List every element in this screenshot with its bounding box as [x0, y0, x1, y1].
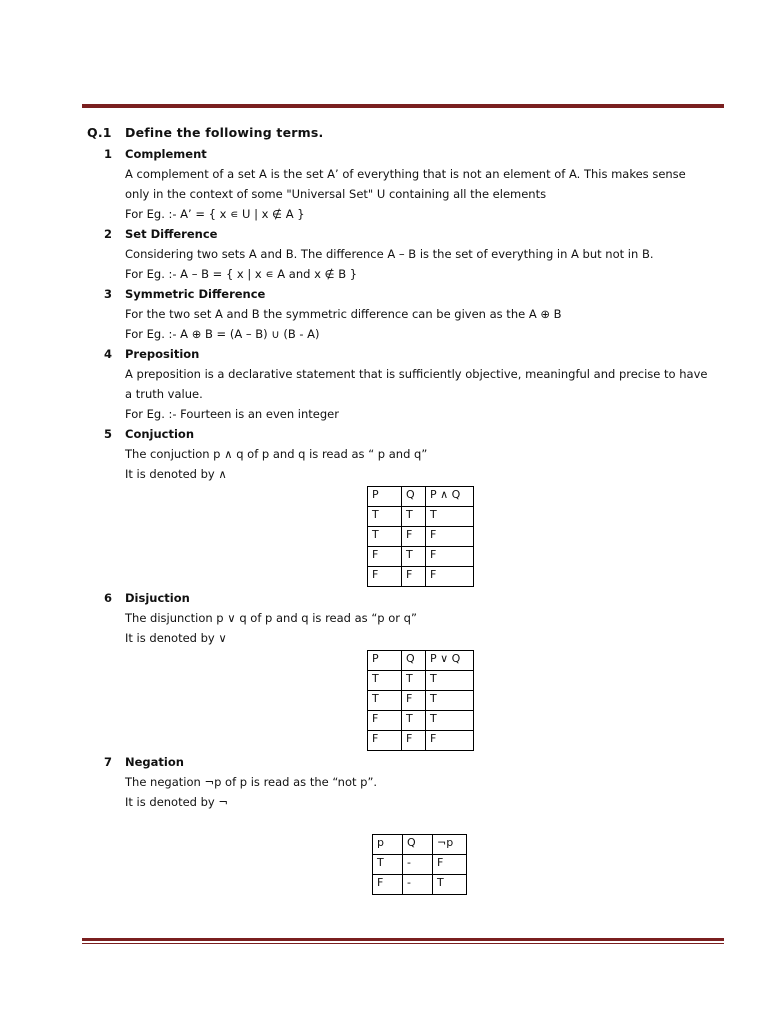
table-cell: T	[402, 507, 426, 527]
section-number: 7	[103, 755, 112, 769]
section-number: 6	[103, 591, 112, 605]
table-header-cell: p	[373, 835, 403, 855]
negation-truth-table	[372, 834, 467, 895]
table-cell: T	[426, 691, 474, 711]
table-cell: F	[426, 547, 474, 567]
table-cell: T	[402, 671, 426, 691]
table-cell: F	[402, 691, 426, 711]
body-text: For the two set A and B the symmetric difference can be given as the A ⊕ B	[125, 307, 562, 321]
section-number: 2	[103, 227, 112, 241]
table-row	[368, 651, 474, 671]
table-header-cell: Q	[403, 835, 433, 855]
table-row	[368, 547, 474, 567]
section-title: Preposition	[125, 347, 200, 361]
table-row	[368, 507, 474, 527]
table-cell: T	[373, 855, 403, 875]
table-cell: T	[368, 527, 402, 547]
body-text: It is denoted by ∧	[125, 467, 227, 481]
footer-rule-thin	[82, 943, 724, 944]
table-cell: T	[426, 671, 474, 691]
body-text: The conjuction p ∧ q of p and q is read as “ p and q”	[125, 447, 428, 461]
table-cell: F	[373, 875, 403, 895]
table-cell: T	[433, 875, 467, 895]
table-cell: F	[426, 731, 474, 751]
question-title: Define the following terms.	[125, 125, 324, 140]
section-number: 5	[103, 427, 112, 441]
table-header-cell: P	[368, 487, 402, 507]
section-title: Symmetric Difference	[125, 287, 266, 301]
table-cell: T	[368, 691, 402, 711]
table-row	[373, 875, 467, 895]
disjunction-truth-table	[367, 650, 474, 751]
table-header-cell: P ∧ Q	[426, 487, 474, 507]
table-cell: T	[402, 711, 426, 731]
table-row	[368, 671, 474, 691]
body-text: The disjunction p ∨ q of p and q is read as “p or q”	[125, 611, 417, 625]
table-cell: F	[433, 855, 467, 875]
table-cell: F	[368, 547, 402, 567]
example-text: For Eg. :- A – B = { x | x ∊ A and x ∉ B }	[125, 267, 358, 281]
table-cell: -	[403, 855, 433, 875]
table-row	[373, 855, 467, 875]
conjunction-truth-table	[367, 486, 474, 587]
section-number: 3	[103, 287, 112, 301]
table-header-cell: P	[368, 651, 402, 671]
body-text: only in the context of some "Universal Set" U containing all the elements	[125, 187, 547, 201]
table-row	[368, 567, 474, 587]
table-row	[368, 527, 474, 547]
table-cell: F	[402, 567, 426, 587]
section-title: Negation	[125, 755, 184, 769]
table-cell: T	[426, 711, 474, 731]
table-cell: F	[426, 567, 474, 587]
table-header-cell: Q	[402, 651, 426, 671]
header-rule	[82, 104, 724, 108]
body-text: It is denoted by ∨	[125, 631, 227, 645]
section-number: 1	[103, 147, 112, 161]
table-cell: -	[403, 875, 433, 895]
table-header-cell: P ∨ Q	[426, 651, 474, 671]
table-cell: T	[402, 547, 426, 567]
table-cell: F	[402, 731, 426, 751]
section-title: Disjuction	[125, 591, 190, 605]
body-text: a truth value.	[125, 387, 203, 401]
table-row	[368, 691, 474, 711]
table-cell: F	[402, 527, 426, 547]
table-row	[373, 835, 467, 855]
table-header-cell: Q	[402, 487, 426, 507]
body-text: The negation ¬p of p is read as the “not p”.	[125, 775, 378, 789]
example-text: For Eg. :- A ⊕ B = (A – B) ∪ (B - A)	[125, 327, 320, 341]
table-row	[368, 487, 474, 507]
table-header-cell: ¬p	[433, 835, 467, 855]
example-text: For Eg. :- Fourteen is an even integer	[125, 407, 339, 421]
table-cell: F	[368, 711, 402, 731]
table-cell: T	[368, 507, 402, 527]
table-cell: F	[426, 527, 474, 547]
section-title: Complement	[125, 147, 207, 161]
table-cell: F	[368, 567, 402, 587]
table-cell: T	[368, 671, 402, 691]
footer-rule	[82, 938, 724, 941]
table-row	[368, 731, 474, 751]
table-cell: T	[426, 507, 474, 527]
section-number: 4	[103, 347, 112, 361]
section-title: Conjuction	[125, 427, 194, 441]
question-number: Q.1	[87, 125, 112, 140]
body-text: A complement of a set A is the set A’ of everything that is not an element of A. This makes sense	[125, 167, 686, 181]
body-text: A preposition is a declarative statement that is sufficiently objective, meaningful and precise to have	[125, 367, 708, 381]
table-row	[368, 711, 474, 731]
body-text: Considering two sets A and B. The difference A – B is the set of everything in A but not in B.	[125, 247, 654, 261]
table-cell: F	[368, 731, 402, 751]
section-title: Set Difference	[125, 227, 218, 241]
example-text: For Eg. :- A’ = { x ∊ U | x ∉ A }	[125, 207, 305, 221]
body-text: It is denoted by ¬	[125, 795, 229, 809]
